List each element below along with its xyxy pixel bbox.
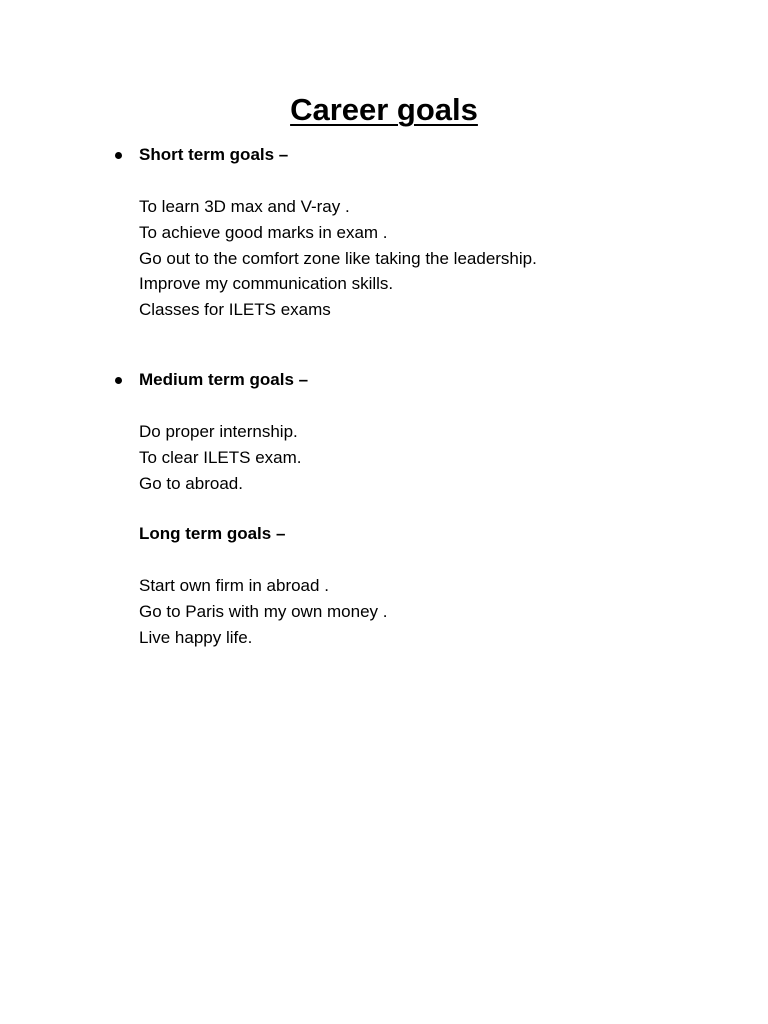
list-item: Do proper internship.: [139, 422, 298, 441]
page-title: [0, 88, 768, 132]
list-item: Go to abroad.: [139, 473, 243, 493]
section-heading-long-term: Long term goals –: [139, 524, 286, 543]
list-item: Classes for ILETS exams: [139, 300, 331, 319]
list-item: To achieve good marks in exam .: [139, 222, 388, 242]
list-item: To clear ILETS exam.: [139, 447, 302, 467]
page-title-text: Career goals: [290, 92, 478, 127]
list-item: Go out to the comfort zone like taking the leadership.: [139, 248, 537, 268]
list-item: Go to Paris with my own money .: [139, 601, 388, 621]
short-term-goals-list: [139, 194, 537, 323]
long-term-goals-list: [139, 573, 387, 650]
section-heading-short-term: Short term goals –: [139, 145, 289, 164]
list-item: Live happy life.: [139, 627, 253, 647]
medium-term-goals-list: [139, 419, 302, 496]
list-item: Start own firm in abroad .: [139, 576, 329, 595]
section-heading-medium-term: Medium term goals –: [139, 370, 309, 389]
list-item: Improve my communication skills.: [139, 274, 394, 294]
bullet-icon: [115, 377, 122, 384]
bullet-icon: [115, 152, 122, 159]
list-item: To learn 3D max and V-ray .: [139, 197, 350, 216]
